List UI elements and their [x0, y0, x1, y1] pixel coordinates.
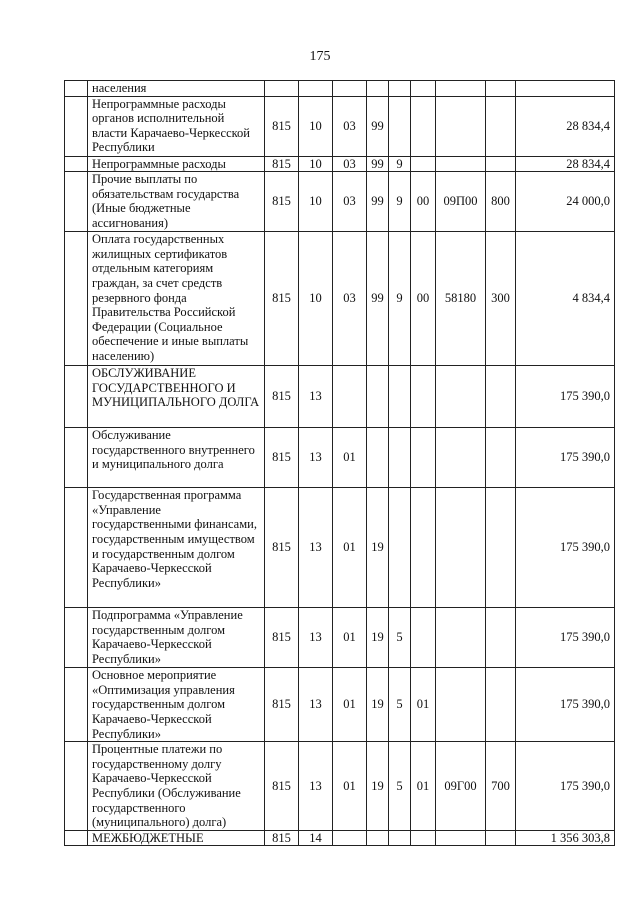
cell-p4	[436, 428, 486, 488]
cell-p2	[389, 830, 411, 846]
cell-p2: 9	[389, 156, 411, 172]
table-row	[65, 172, 615, 232]
cell-pr: 03	[333, 232, 367, 366]
cell-p2	[389, 366, 411, 428]
cell-vr	[486, 366, 516, 428]
cell-rz: 13	[299, 366, 333, 428]
cell-rz: 14	[299, 830, 333, 846]
table-row	[65, 232, 615, 366]
cell-pr: 01	[333, 428, 367, 488]
cell-ved: 815	[265, 172, 299, 232]
cell-p4	[436, 488, 486, 608]
cell-sum: 28 834,4	[516, 156, 615, 172]
cell-p4	[436, 608, 486, 668]
cell-rz	[299, 81, 333, 97]
cell-rz: 13	[299, 668, 333, 742]
cell-sum: 175 390,0	[516, 488, 615, 608]
cell-pr	[333, 366, 367, 428]
table-row	[65, 81, 615, 97]
cell-ved: 815	[265, 668, 299, 742]
table-row	[65, 428, 615, 488]
cell-name: Процентные платежи по государственному долгу Карачаево-Черкесской Республики (Обслуживание государственного (муниципального) долга)	[88, 742, 265, 831]
cell-p3	[411, 81, 436, 97]
cell-ved: 815	[265, 488, 299, 608]
cell-ved: 815	[265, 830, 299, 846]
cell-p2: 9	[389, 172, 411, 232]
table-row	[65, 96, 615, 156]
cell-p3: 00	[411, 172, 436, 232]
cell-p1	[367, 366, 389, 428]
cell-p3: 01	[411, 742, 436, 831]
table-row	[65, 156, 615, 172]
cell-vr	[486, 668, 516, 742]
table-row	[65, 668, 615, 742]
cell-ved: 815	[265, 366, 299, 428]
cell-p4	[436, 96, 486, 156]
row-number-cell	[65, 608, 88, 668]
row-number-cell	[65, 830, 88, 846]
cell-pr	[333, 830, 367, 846]
cell-ved: 815	[265, 96, 299, 156]
cell-rz: 13	[299, 608, 333, 668]
cell-name: Обслуживание государственного внутреннего и муниципального долга	[88, 428, 265, 488]
cell-pr: 01	[333, 668, 367, 742]
cell-p4: 09П00	[436, 172, 486, 232]
cell-pr	[333, 81, 367, 97]
cell-sum: 175 390,0	[516, 428, 615, 488]
cell-p2	[389, 488, 411, 608]
row-number-cell	[65, 668, 88, 742]
cell-name: Непрограммные расходы	[88, 156, 265, 172]
cell-pr: 01	[333, 742, 367, 831]
cell-vr	[486, 81, 516, 97]
cell-p1: 99	[367, 232, 389, 366]
cell-ved: 815	[265, 742, 299, 831]
cell-p3	[411, 428, 436, 488]
cell-p4	[436, 156, 486, 172]
cell-p2	[389, 96, 411, 156]
table-row	[65, 608, 615, 668]
cell-rz: 10	[299, 156, 333, 172]
cell-rz: 10	[299, 96, 333, 156]
row-number-cell	[65, 742, 88, 831]
cell-p4	[436, 668, 486, 742]
cell-rz: 13	[299, 428, 333, 488]
cell-p4	[436, 366, 486, 428]
cell-pr: 01	[333, 608, 367, 668]
cell-sum: 175 390,0	[516, 608, 615, 668]
cell-rz: 10	[299, 232, 333, 366]
table-row	[65, 830, 615, 846]
row-number-cell	[65, 488, 88, 608]
cell-ved: 815	[265, 156, 299, 172]
cell-name: Подпрограмма «Управление государственным долгом Карачаево-Черкесской Республики»	[88, 608, 265, 668]
cell-p1: 19	[367, 488, 389, 608]
cell-p1: 99	[367, 96, 389, 156]
cell-vr	[486, 96, 516, 156]
cell-vr	[486, 428, 516, 488]
cell-p1: 19	[367, 742, 389, 831]
cell-p1	[367, 830, 389, 846]
cell-name: МЕЖБЮДЖЕТНЫЕ	[88, 830, 265, 846]
cell-vr	[486, 608, 516, 668]
cell-p1: 19	[367, 608, 389, 668]
cell-pr: 03	[333, 156, 367, 172]
cell-ved: 815	[265, 608, 299, 668]
cell-vr: 800	[486, 172, 516, 232]
row-number-cell	[65, 428, 88, 488]
cell-rz: 10	[299, 172, 333, 232]
row-number-cell	[65, 81, 88, 97]
cell-p1: 99	[367, 156, 389, 172]
cell-p1	[367, 428, 389, 488]
cell-p3: 00	[411, 232, 436, 366]
cell-p2: 5	[389, 742, 411, 831]
cell-sum: 175 390,0	[516, 742, 615, 831]
cell-p2: 5	[389, 608, 411, 668]
cell-p3	[411, 156, 436, 172]
cell-p2	[389, 81, 411, 97]
cell-pr: 03	[333, 96, 367, 156]
budget-table	[64, 80, 615, 846]
table-row	[65, 366, 615, 428]
page-number: 175	[309, 49, 331, 64]
cell-name: Государственная программа «Управление государственными финансами, государственным имуществом и государственным долгом Карачаево-Черкесской Республики»	[88, 488, 265, 608]
table-row	[65, 742, 615, 831]
cell-sum	[516, 81, 615, 97]
cell-p3	[411, 830, 436, 846]
cell-rz: 13	[299, 742, 333, 831]
cell-sum: 24 000,0	[516, 172, 615, 232]
cell-p4	[436, 830, 486, 846]
cell-p1	[367, 81, 389, 97]
cell-pr: 01	[333, 488, 367, 608]
cell-p3	[411, 488, 436, 608]
cell-vr: 300	[486, 232, 516, 366]
cell-name: Непрограммные расходы органов исполнительной власти Карачаево-Черкесской Республики	[88, 96, 265, 156]
row-number-cell	[65, 156, 88, 172]
cell-name: Основное мероприятие «Оптимизация управления государственным долгом Карачаево-Черкесской Республики»	[88, 668, 265, 742]
cell-p3	[411, 366, 436, 428]
cell-name: ОБСЛУЖИВАНИЕ ГОСУДАРСТВЕННОГО И МУНИЦИПАЛЬНОГО ДОЛГА	[88, 366, 265, 428]
row-number-cell	[65, 172, 88, 232]
row-number-cell	[65, 232, 88, 366]
row-number-cell	[65, 96, 88, 156]
cell-sum: 4 834,4	[516, 232, 615, 366]
cell-sum: 175 390,0	[516, 668, 615, 742]
cell-ved: 815	[265, 428, 299, 488]
cell-p4: 09Г00	[436, 742, 486, 831]
cell-name: населения	[88, 81, 265, 97]
cell-p2: 9	[389, 232, 411, 366]
cell-p1: 19	[367, 668, 389, 742]
cell-sum: 28 834,4	[516, 96, 615, 156]
table-row	[65, 488, 615, 608]
cell-p2	[389, 428, 411, 488]
cell-name: Прочие выплаты по обязательствам государства (Иные бюджетные ассигнования)	[88, 172, 265, 232]
cell-sum: 175 390,0	[516, 366, 615, 428]
row-number-cell	[65, 366, 88, 428]
cell-sum: 1 356 303,8	[516, 830, 615, 846]
cell-vr	[486, 488, 516, 608]
cell-vr	[486, 830, 516, 846]
cell-rz: 13	[299, 488, 333, 608]
cell-p1: 99	[367, 172, 389, 232]
cell-vr	[486, 156, 516, 172]
cell-p4	[436, 81, 486, 97]
cell-p3	[411, 608, 436, 668]
cell-ved	[265, 81, 299, 97]
cell-p4: 58180	[436, 232, 486, 366]
cell-ved: 815	[265, 232, 299, 366]
cell-vr: 700	[486, 742, 516, 831]
cell-p3: 01	[411, 668, 436, 742]
cell-name: Оплата государственных жилищных сертификатов отдельным категориям граждан, за счет средств резервного фонда Правительства Российской Федерации (Социальное обеспечение и иные выплаты населению)	[88, 232, 265, 366]
cell-p2: 5	[389, 668, 411, 742]
cell-pr: 03	[333, 172, 367, 232]
cell-p3	[411, 96, 436, 156]
